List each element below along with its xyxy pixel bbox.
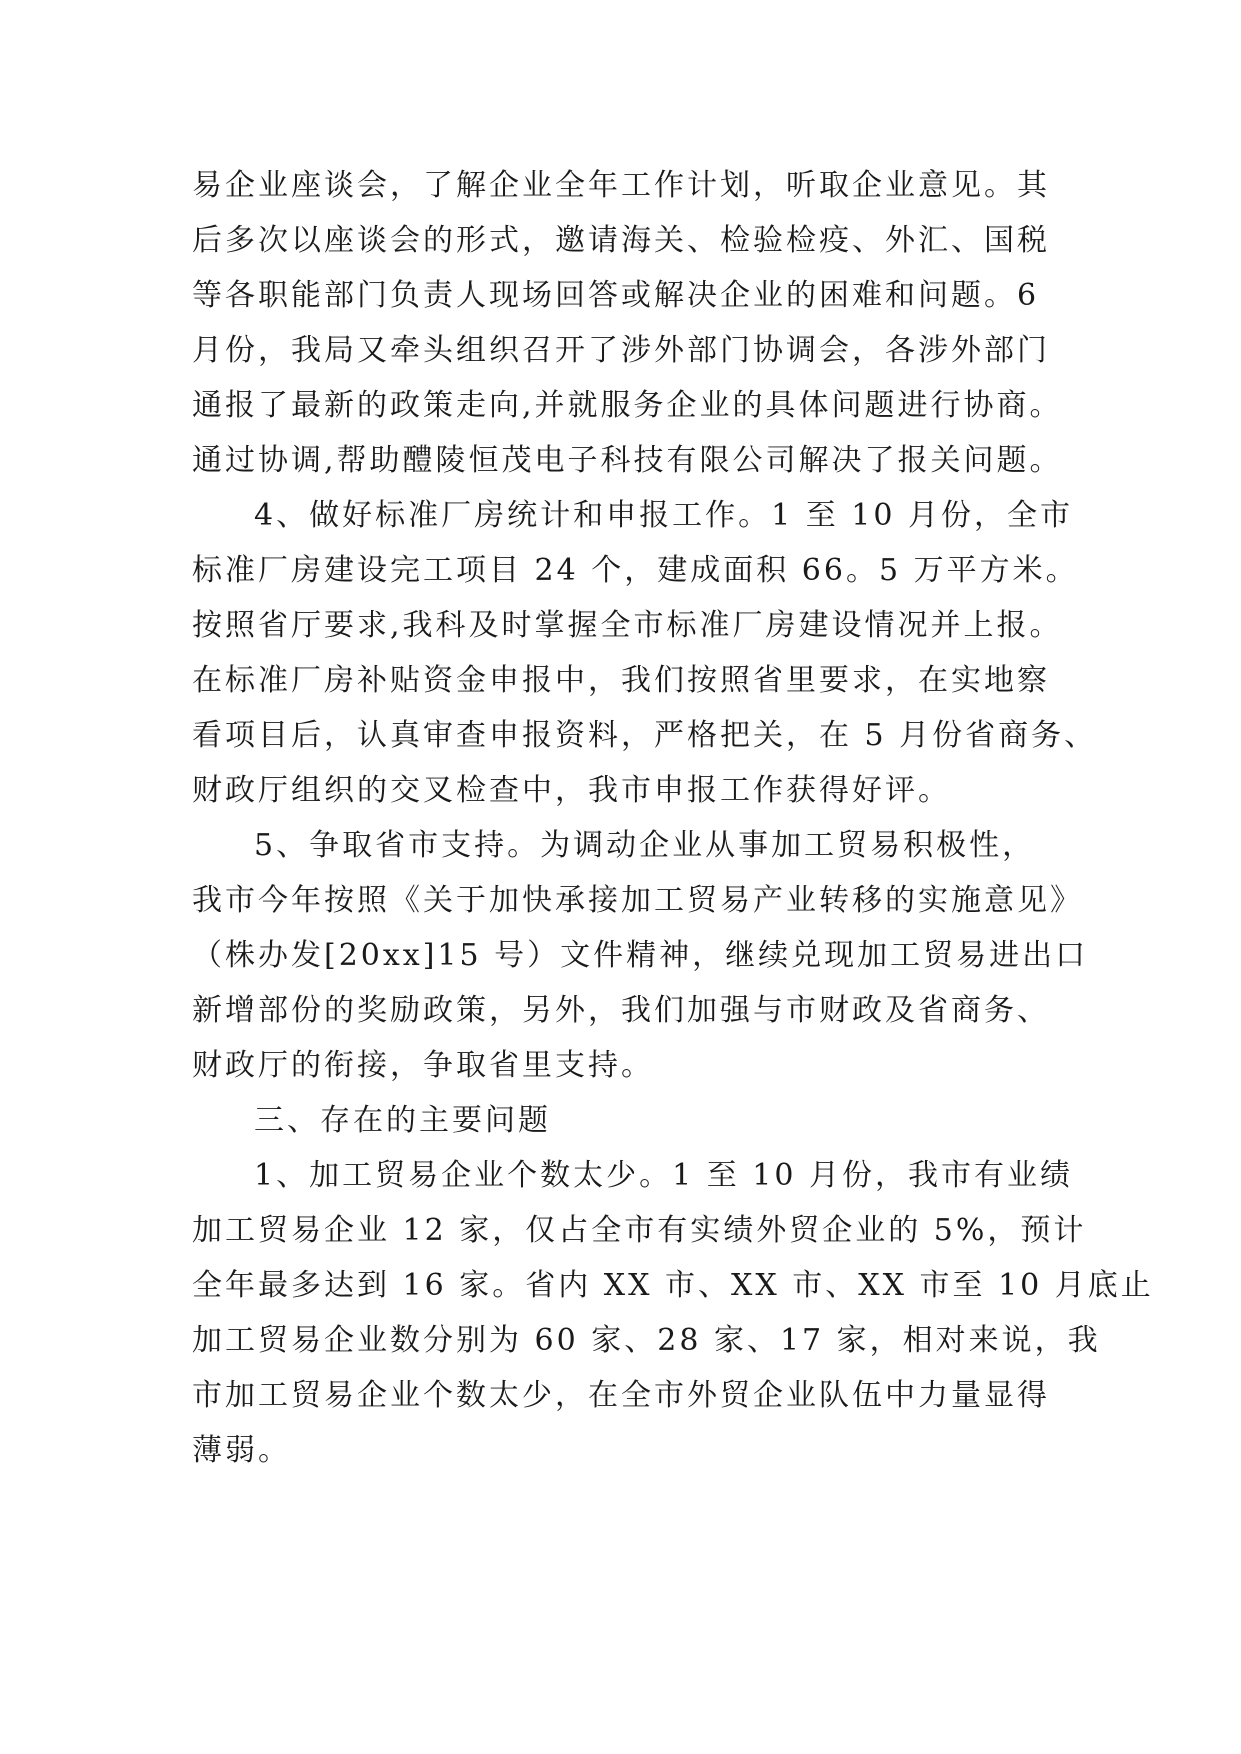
text-line: 月份，我局又牵头组织召开了涉外部门协调会，各涉外部门 xyxy=(192,333,1050,368)
text-line: 5、争取省市支持。为调动企业从事加工贸易积极性， xyxy=(254,828,1036,863)
text-line: 我市今年按照《关于加快承接加工贸易产业转移的实施意见》 xyxy=(192,883,1083,918)
text-line: 后多次以座谈会的形式，邀请海关、检验检疫、外汇、国税 xyxy=(192,223,1050,258)
text-line: 新增部份的奖励政策，另外，我们加强与市财政及省商务、 xyxy=(192,993,1050,1028)
text-line: 通过协调,帮助醴陵恒茂电子科技有限公司解决了报关问题。 xyxy=(192,443,1063,478)
text-line: 通报了最新的政策走向,并就服务企业的具体问题进行协商。 xyxy=(192,388,1063,423)
text-line: 易企业座谈会，了解企业全年工作计划，听取企业意见。其 xyxy=(192,168,1050,203)
text-line: 加工贸易企业数分别为 60 家、28 家、17 家，相对来说，我 xyxy=(192,1323,1101,1358)
text-line: （株办发[20xx]15 号）文件精神，继续兑现加工贸易进出口 xyxy=(192,938,1089,973)
text-line: 在标准厂房补贴资金申报中，我们按照省里要求，在实地察 xyxy=(192,663,1050,698)
text-line: 全年最多达到 16 家。省内 XX 市、XX 市、XX 市至 10 月底止 xyxy=(192,1268,1154,1303)
text-line: 4、做好标准厂房统计和申报工作。1 至 10 月份，全市 xyxy=(254,498,1073,533)
text-line: 财政厅组织的交叉检查中，我市申报工作获得好评。 xyxy=(192,773,951,808)
text-line: 薄弱。 xyxy=(192,1433,291,1468)
text-line: 市加工贸易企业个数太少，在全市外贸企业队伍中力量显得 xyxy=(192,1378,1050,1413)
text-line: 加工贸易企业 12 家，仅占全市有实绩外贸企业的 5%，预计 xyxy=(192,1213,1087,1248)
text-line: 财政厅的衔接，争取省里支持。 xyxy=(192,1048,654,1083)
text-line: 等各职能部门负责人现场回答或解决企业的困难和问题。6 xyxy=(192,278,1040,313)
text-line: 按照省厅要求,我科及时掌握全市标准厂房建设情况并上报。 xyxy=(192,608,1063,643)
document-body xyxy=(192,158,1154,1478)
text-line: 标准厂房建设完工项目 24 个，建成面积 66。5 万平方米。 xyxy=(192,553,1079,588)
text-line: 1、加工贸易企业个数太少。1 至 10 月份，我市有业绩 xyxy=(254,1158,1073,1193)
text-line: 三、存在的主要问题 xyxy=(254,1103,551,1138)
text-line: 看项目后，认真审查申报资料，严格把关，在 5 月份省商务、 xyxy=(192,718,1098,753)
